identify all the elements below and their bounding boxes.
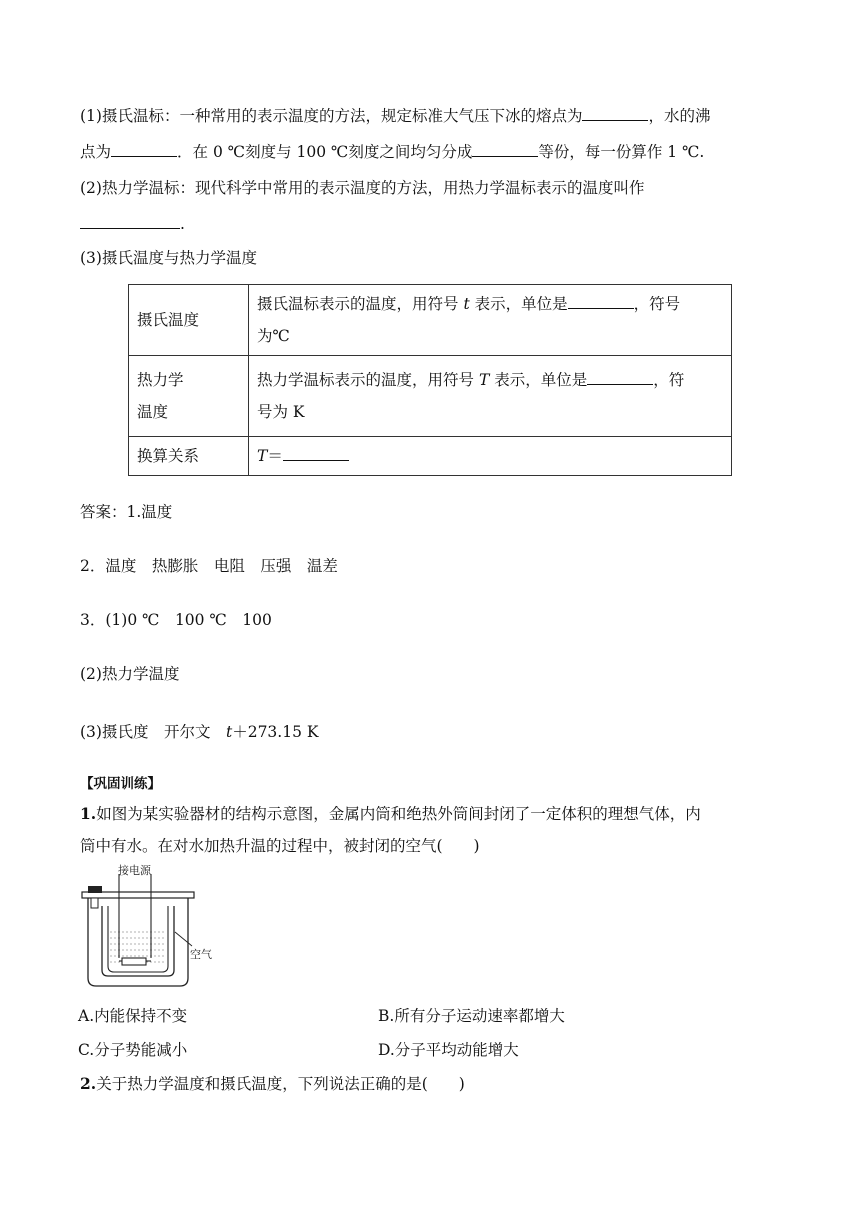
blank-kelvin-unit[interactable] (587, 370, 653, 385)
q1-line1 (80, 804, 701, 824)
cell-text: ＝ (267, 447, 283, 465)
label-air: 空气 (190, 948, 212, 961)
p1-text-a: (1)摄氏温标：一种常用的表示温度的方法，规定标准大气压下冰的熔点为 (80, 107, 583, 125)
cell-text: 热力学温标表示的温度，用符号 (257, 371, 479, 389)
p1-line1 (80, 106, 710, 126)
q2-number: 2. (80, 1074, 97, 1093)
q2-text: 关于热力学温度和摄氏温度，下列说法正确的是( ) (96, 1075, 465, 1093)
symbol-t: t (463, 295, 470, 313)
p2-period: . (180, 215, 185, 233)
answer-5 (80, 722, 318, 742)
cell-line (257, 288, 723, 320)
cell-text: 表示，单位是 (469, 295, 568, 313)
table-header-thermo (129, 356, 249, 437)
p1-text-c: 点为 (80, 143, 112, 161)
q1-option-c[interactable]: C.分子势能减小 (78, 1041, 188, 1059)
p1-text-e: 等份，每一份算作 1 ℃. (538, 143, 705, 161)
q1-line2: 筒中有水。在对水加热升温的过程中，被封闭的空气( ) (80, 837, 480, 855)
q1-text: 如图为某实验器材的结构示意图，金属内筒和绝热外筒间封闭了一定体积的理想气体，内 (96, 805, 701, 823)
symbol-T: T (257, 447, 268, 465)
blank-conversion[interactable] (283, 446, 349, 461)
q1-option-d[interactable]: D.分子平均动能增大 (378, 1041, 519, 1059)
temperature-table (128, 284, 732, 476)
blank-boil-point[interactable] (111, 142, 177, 157)
p3-title: (3)摄氏温度与热力学温度 (80, 249, 257, 267)
section-title: 【巩固训练】 (80, 776, 161, 792)
answer-2: 2．温度 热膨胀 电阻 压强 温差 (80, 557, 338, 575)
q1-option-b[interactable]: B.所有分子运动速率都增大 (378, 1007, 565, 1025)
blank-divisions[interactable] (472, 142, 538, 157)
apparatus-figure (78, 862, 238, 992)
p2-line2 (80, 214, 185, 234)
table-cell-celsius-desc (249, 285, 732, 356)
cell-line: 为℃ (257, 327, 290, 345)
cell-line (257, 364, 723, 396)
cell-line: 号为 K (257, 403, 305, 421)
cell-text: ，符 (653, 371, 685, 389)
label-power: 接电源 (118, 864, 151, 877)
q1-option-a[interactable]: A.内能保持不变 (78, 1007, 188, 1025)
table-header-conversion (129, 437, 249, 476)
symbol-t: t (225, 723, 233, 741)
table-cell-conversion (249, 437, 732, 476)
cell-text: ，符号 (633, 295, 681, 313)
cell-label: 热力学 (137, 371, 184, 389)
table-cell-thermo-desc (249, 356, 732, 437)
cell-label: 换算关系 (137, 447, 200, 465)
answer-text: (3)摄氏度 开尔文 (80, 723, 226, 741)
table-header-celsius (129, 285, 249, 356)
answer-4: (2)热力学温度 (80, 665, 180, 683)
blank-ice-point[interactable] (582, 106, 648, 121)
q2-line1 (80, 1074, 465, 1094)
table-row-celsius (129, 285, 732, 356)
cell-label: 摄氏温度 (137, 311, 200, 329)
q1-number: 1. (80, 804, 97, 823)
p1-line2 (80, 142, 704, 162)
blank-celsius-unit[interactable] (568, 294, 634, 309)
cell-text: 表示，单位是 (489, 371, 588, 389)
p1-text-b: ，水的沸 (648, 107, 711, 125)
cell-label: 温度 (137, 403, 169, 421)
cell-text: 摄氏温标表示的温度，用符号 (257, 295, 464, 313)
blank-thermo-temp[interactable] (80, 214, 180, 229)
table-row-conversion (129, 437, 732, 476)
answer-3: 3．(1)0 ℃ 100 ℃ 100 (80, 611, 272, 629)
table-row-thermo (129, 356, 732, 437)
answer-1: 答案：1.温度 (80, 503, 173, 521)
symbol-T: T (478, 371, 490, 389)
answer-text: ＋273.15 K (232, 723, 319, 741)
p2-line1: (2)热力学温标：现代科学中常用的表示温度的方法，用热力学温标表示的温度叫作 (80, 179, 645, 197)
p1-text-d: ．在 0 ℃刻度与 100 ℃刻度之间均匀分成 (177, 143, 473, 161)
